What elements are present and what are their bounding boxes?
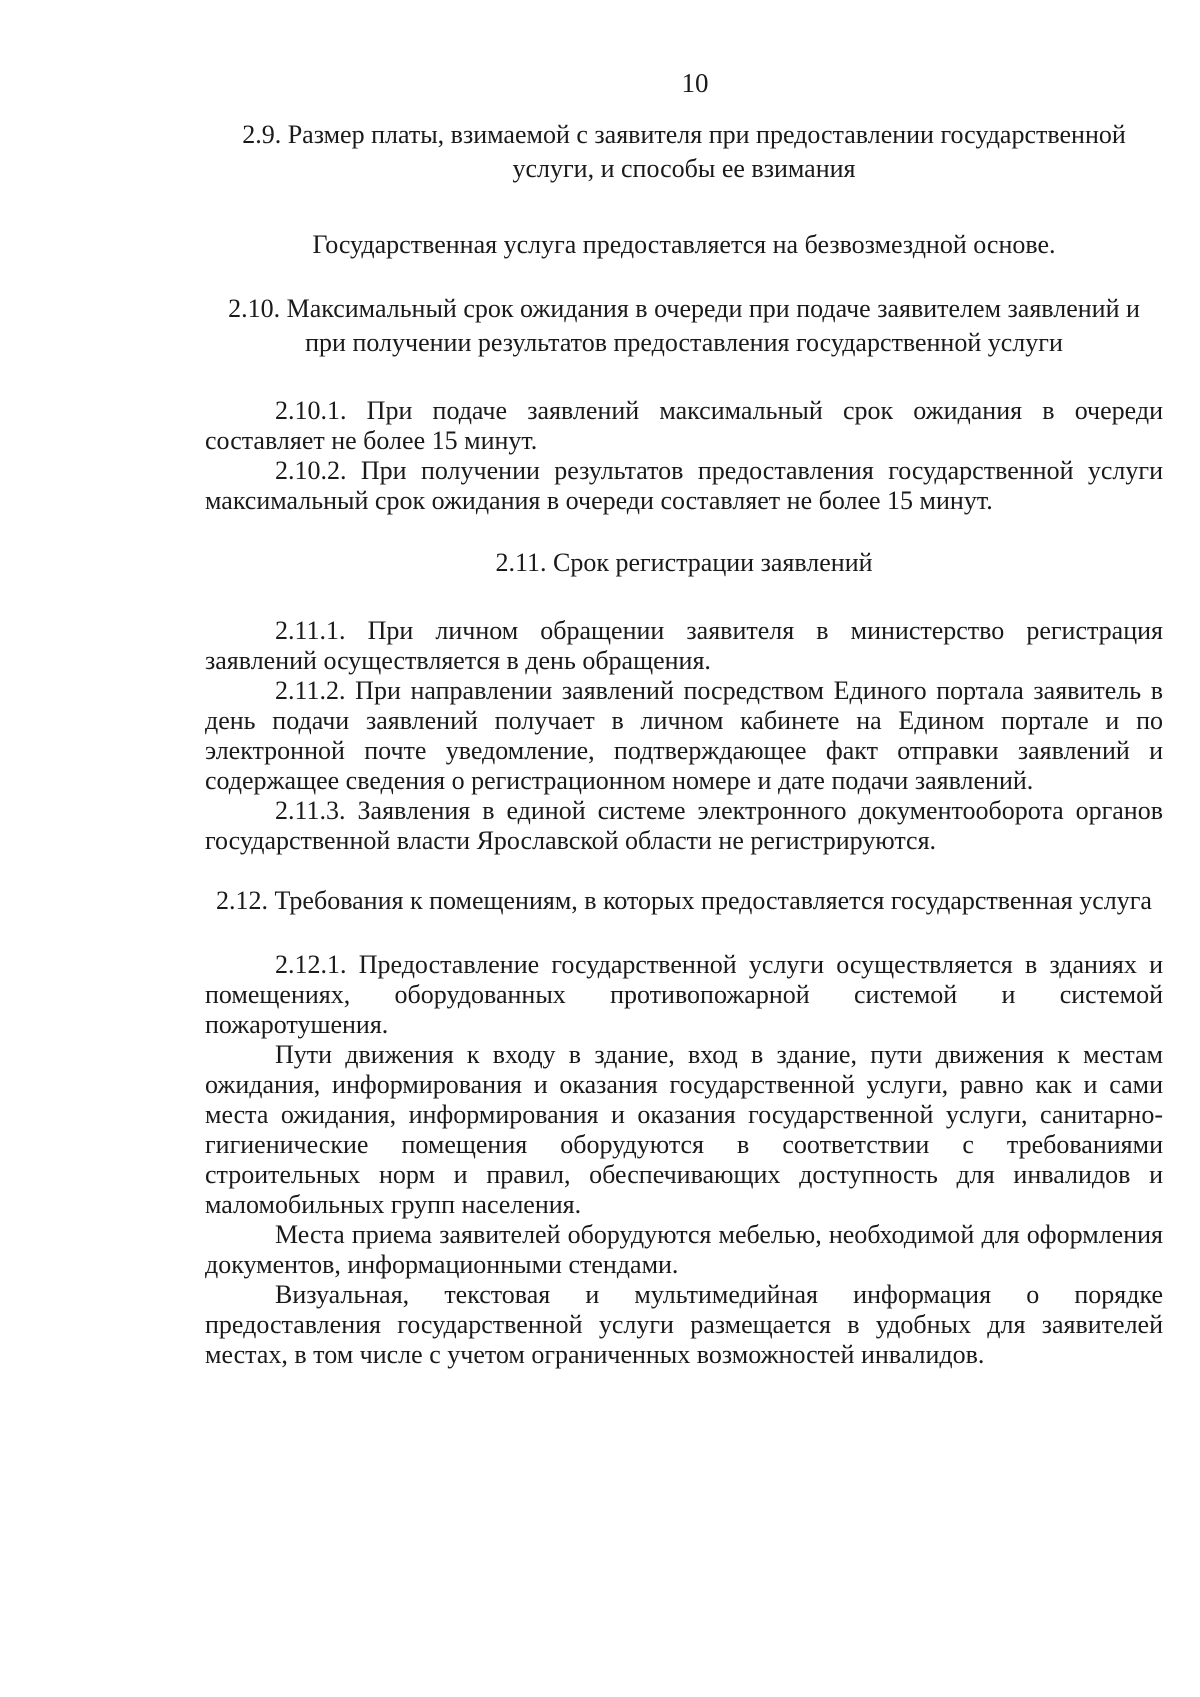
section-2-12-heading: 2.12. Требования к помещениям, в которых предоставляется государственная услуга: [216, 886, 1152, 915]
document-body: [205, 118, 1163, 1370]
paragraph-2-12-3: Места приема заявителей оборудуются мебелью, необходимой для оформления документов, информационными стендами.: [205, 1220, 1163, 1279]
page-number: 10: [681, 68, 709, 98]
paragraph-2-11-1: 2.11.1. При личном обращении заявителя в министерство регистрация заявлений осуществляется в день обращения.: [205, 616, 1163, 675]
paragraph-2-11-2: 2.11.2. При направлении заявлений посредством Единого портала заявитель в день подачи заявлений получает в личном кабинете на Едином портале и по электронной почте уведомление, подтверждающее факт отправки заявлений и содержащее сведения о регистрационном номере и дате подачи заявлений.: [205, 676, 1163, 795]
paragraph-2-11-3: 2.11.3. Заявления в единой системе электронного документооборота органов государственной власти Ярославской области не регистрируются.: [205, 796, 1163, 855]
section-2-10-heading: 2.10. Максимальный срок ожидания в очереди при подаче заявителем заявлений и при получении результатов предоставления государственной услуги: [228, 294, 1140, 357]
paragraph-2-12-2: Пути движения к входу в здание, вход в здание, пути движения к местам ожидания, информирования и оказания государственной услуги, равно как и сами места ожидания, информирования и оказания государственной услуги, санитарно-гигиенические помещения оборудуются в соответствии с требованиями строительных норм и правил, обеспечивающих доступность для инвалидов и маломобильных групп населения.: [205, 1040, 1163, 1219]
paragraph-2-10-1: 2.10.1. При подаче заявлений максимальный срок ожидания в очереди составляет не более 15 минут.: [205, 396, 1163, 455]
section-2-11-heading: 2.11. Срок регистрации заявлений: [495, 548, 873, 577]
paragraph-2-12-4: Визуальная, текстовая и мультимедийная информация о порядке предоставления государственной услуги размещается в удобных для заявителей местах, в том числе с учетом ограниченных возможностей инвалидов.: [205, 1280, 1163, 1369]
section-2-9-heading: 2.9. Размер платы, взимаемой с заявителя при предоставлении государственной услуги, и способы ее взимания: [242, 120, 1126, 183]
paragraph-2-12-1: 2.12.1. Предоставление государственной услуги осуществляется в зданиях и помещениях, оборудованных противопожарной системой и системой пожаротушения.: [205, 950, 1163, 1039]
paragraph-2-10-2: 2.10.2. При получении результатов предоставления государственной услуги максимальный срок ожидания в очереди составляет не более 15 минут.: [205, 456, 1163, 515]
section-2-9-text: Государственная услуга предоставляется на безвозмездной основе.: [312, 230, 1056, 259]
